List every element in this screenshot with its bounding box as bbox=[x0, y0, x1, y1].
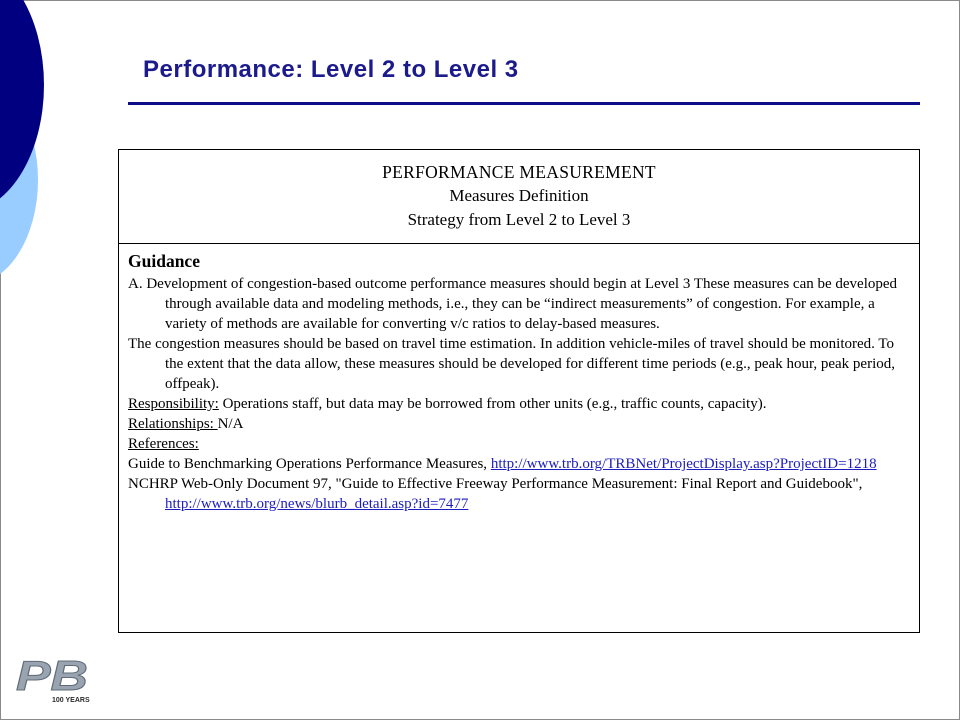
references-label: References: bbox=[128, 436, 199, 452]
relationships-text: N/A bbox=[217, 416, 244, 432]
pb-logo-letters: PB bbox=[16, 652, 88, 699]
reference-2-link[interactable]: http://www.trb.org/news/blurb_detail.asp?id=7477 bbox=[165, 496, 469, 512]
table-header bbox=[119, 150, 919, 244]
reference-1 bbox=[128, 454, 909, 474]
title-underline bbox=[128, 102, 920, 105]
table-body bbox=[119, 244, 919, 514]
header-line-3: Strategy from Level 2 to Level 3 bbox=[407, 210, 631, 229]
guidance-label: Guidance bbox=[128, 251, 200, 271]
reference-1-link[interactable]: http://www.trb.org/TRBNet/ProjectDisplay.asp?ProjectID=1218 bbox=[490, 456, 877, 472]
reference-1-text: Guide to Benchmarking Operations Performance Measures, bbox=[128, 456, 491, 472]
pb-logo bbox=[14, 650, 94, 710]
reference-2-text: NCHRP Web-Only Document 97, "Guide to Effective Freeway Performance Measurement: Final Report and Guidebook", bbox=[128, 476, 863, 492]
slide-title: Performance: Level 2 to Level 3 bbox=[143, 56, 519, 83]
relationships-label: Relationships: bbox=[128, 416, 218, 432]
pb-logo-years: 100 YEARS bbox=[52, 697, 90, 704]
decorative-arcs bbox=[0, 0, 60, 300]
responsibility-paragraph bbox=[128, 394, 909, 414]
reference-2 bbox=[128, 474, 909, 514]
responsibility-label: Responsibility: bbox=[128, 396, 219, 412]
content-table bbox=[118, 149, 920, 633]
responsibility-text: Operations staff, but data may be borrowed from other units (e.g., traffic counts, capacity). bbox=[218, 396, 767, 412]
relationships-paragraph bbox=[128, 414, 909, 434]
header-line-1: PERFORMANCE MEASUREMENT bbox=[382, 162, 656, 182]
guidance-item-b: The congestion measures should be based on travel time estimation. In addition vehicle-miles of travel should be monitored. To the extent that the data allow, these measures should be developed for different time periods (e.g., peak hour, peak period, offpeak). bbox=[128, 336, 895, 392]
guidance-item-a: A. Development of congestion-based outcome performance measures should begin at Level 3 These measures can be developed through available data and modeling methods, i.e., they can be “indirect measurements” of congestion. For example, a variety of methods are available for converting v/c ratios to delay-based measures. bbox=[128, 276, 898, 332]
references-paragraph bbox=[128, 434, 909, 454]
header-line-2: Measures Definition bbox=[449, 186, 589, 205]
